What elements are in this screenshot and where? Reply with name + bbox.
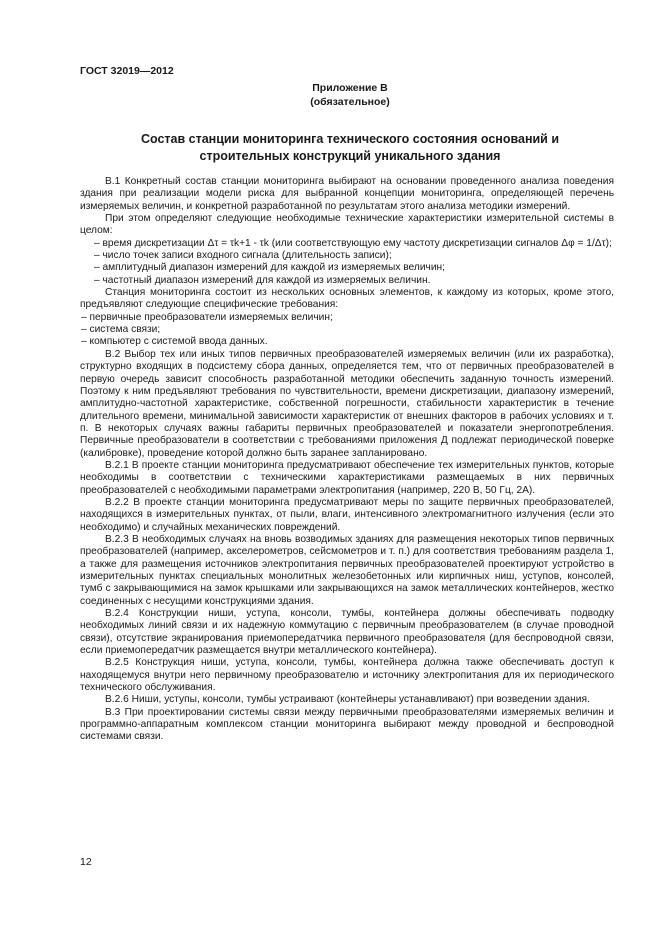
list-item-sampling-time: – время дискретизации Δτ = τk+1 - τk (или соответствующую ему частоту дискретизации сигналов Δφ = 1/Δτ);: [80, 238, 614, 250]
appendix-status: (обязательное): [310, 96, 390, 108]
appendix-title: Приложение В: [312, 82, 388, 94]
list-item-amplitude-range: – амплитудный диапазон измерений для каждой из измеряемых величин;: [80, 262, 614, 274]
paragraph-b2-6: В.2.6 Ниши, уступы, консоли, тумбы устраивают (контейнеры устанавливают) при возведении здания.: [105, 694, 590, 706]
list-item-communication-system: – система связи;: [80, 324, 614, 336]
paragraph-b2-3: В.2.3 В необходимых случаях на вновь возводимых зданиях для размещения некоторых типов первичных преобразователей (например, акселерометров, сейсмометров и т. п.) для соответствия требованиям раздела 1, а также для размещения источников электропитания первичных преобразователей проектируют устройство в измерительных пунктах специальных монолитных железобетонных или кирпичных ниш, уступов, консолей, тумб с закрывающимися на замок крышками или закрывающихся на замок металлических контейнеров, жестко соединенных с несущими конструкциями здания.: [80, 533, 614, 607]
list-item-computer: – компьютер с системой ввода данных.: [80, 336, 614, 348]
section-title-line-1: Состав станции мониторинга технического состояния оснований и: [140, 132, 560, 146]
paragraph-b1: В.1 Конкретный состав станции мониторинга выбирают на основании проведенного анализа поведения здания при реализации модели риска для выбранной концепции мониторинга, определяющей перечень измеряемых величин, и конкретной разработанной по результатам этого анализа методики измерений.: [80, 176, 614, 212]
appendix-heading: [80, 81, 620, 109]
list-item-frequency-range: – частотный диапазон измерений для каждой из измеряемых величин.: [80, 275, 614, 287]
paragraph-b2-4: В.2.4 Конструкции ниши, уступа, консоли, тумбы, контейнера должны обеспечивать подводку необходимых линий связи и их надежную коммутацию с первичным преобразователем (в случае проводной связи), отсутствие экранирования приемопередатчика первичного преобразователя (для беспроводной связи, если приемопередатчик размещается внутри металлического контейнера).: [80, 608, 614, 657]
paragraph-characteristics-intro: При этом определяют следующие необходимые технические характеристики измерительной системы в целом:: [80, 213, 614, 237]
document-body: [80, 176, 614, 744]
paragraph-b2: В.2 Выбор тех или иных типов первичных преобразователей измеряемых величин (или их разработка), структурно входящих в подсистему сбора данных, определяется тем, что от первичных преобразователей в первую очередь зависит способность разработанной методики обеспечить заданную точность измерений. Поэтому к ним предъявляют требования по чувствительности, времени дискретизации, диапазону измерений, амплитудно-частотной характеристике, собственной погрешности, стабильности характеристик в течение длительного времени, минимальной зависимости характеристик от внешних факторов в рабочих условиях и т. п. В некоторых случаях важны габариты первичных преобразователей и показатели энергопотребления. Первичные преобразователи в соответствии с требованиями приложения Д подлежат периодической поверке (калибровке), проведение которой должно быть заранее запланировано.: [80, 348, 614, 459]
page-number: 12: [80, 856, 92, 868]
paragraph-b2-1: В.2.1 В проекте станции мониторинга предусматривают обеспечение тех измерительных пунктов, которые необходимы в соответствии с техническими характеристиками размещаемых в них первичных преобразователей с необходимыми параметрами электропитания (например, 220 В, 50 Гц, 2А).: [80, 459, 614, 496]
paragraph-b2-5: В.2.5 Конструкция ниши, уступа, консоли, тумбы, контейнера должна также обеспечивать доступ к находящемуся внутри него первичному преобразователю и источнику электропитания для их периодического технического обслуживания.: [80, 657, 614, 694]
document-code: ГОСТ 32019—2012: [80, 65, 174, 77]
section-title-line-2: строительных конструкций уникального здания: [199, 149, 501, 163]
list-item-record-points: – число точек записи входного сигнала (длительность записи);: [80, 250, 614, 262]
list-item-primary-converters: – первичные преобразователи измеряемых величин;: [80, 312, 614, 324]
paragraph-b3: В.3 При проектировании системы связи между первичными преобразователями измеряемых величин и программно-аппаратным комплексом станции мониторинга выбирают между проводной и беспроводной системами связи.: [80, 706, 614, 743]
section-title: [80, 131, 620, 165]
paragraph-station-elements: Станция мониторинга состоит из нескольких основных элементов, к каждому из которых, кроме этого, предъявляют следующие специфические требования:: [80, 287, 614, 311]
paragraph-b2-2: В.2.2 В проекте станции мониторинга предусматривают меры по защите первичных преобразователей, находящихся в измерительных пунктах, от пыли, влаги, интенсивного электромагнитного излучения (если это необходимо) и случайных механических повреждений.: [80, 496, 614, 533]
